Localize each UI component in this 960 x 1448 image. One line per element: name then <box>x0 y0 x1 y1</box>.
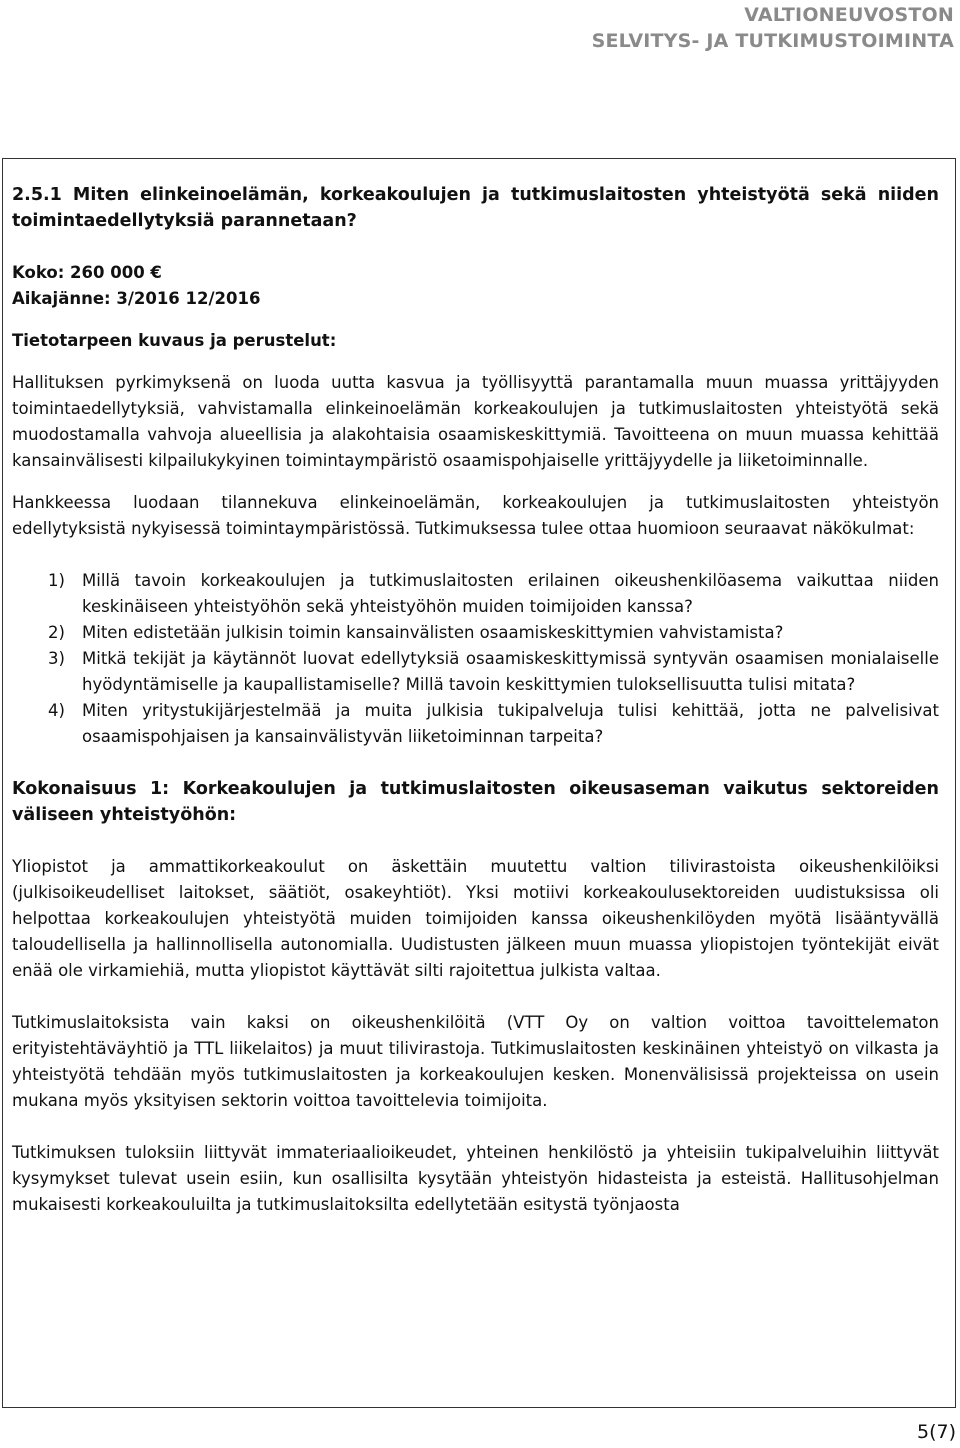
list-item-text: Millä tavoin korkeakoulujen ja tutkimuslaitosten erilainen oikeushenkilöasema vaikuttaa niiden keskinäiseen yhteistyöhön sekä yhteistyöhön muiden toimijoiden kanssa? <box>82 571 939 616</box>
list-item-number: 2) <box>48 623 65 642</box>
logo-line-1: VALTIONEUVOSTON <box>744 4 954 26</box>
questions-list <box>12 568 939 750</box>
list-item-text: Miten edistetään julkisin toimin kansainvälisten osaamiskeskittymien vahvistamista? <box>82 623 784 642</box>
paragraph-4: Tutkimuslaitoksista vain kaksi on oikeushenkilöitä (VTT Oy on valtion voittoa tavoittelematon erityistehtäväyhtiö ja TTL liikelaitos) ja muut tilivirastoja. Tutkimuslaitosten keskinäinen yhteistyö on vilkasta ja yhteistyötä tehdään myös tutkimuslaitosten ja korkeakoulujen kesken. Monenvälisissä projekteissa on usein mukana myös yksityisen sektorin voittoa tavoittelevia toimijoita. <box>12 1013 939 1110</box>
list-item <box>12 568 939 620</box>
paragraph-2: Hankkeessa luodaan tilannekuva elinkeinoelämän, korkeakoulujen ja tutkimuslaitosten yhteistyön edellytyksistä nykyisessä toimintaympäristössä. Tutkimuksessa tulee ottaa huomioon seuraavat näkökulmat: <box>12 493 939 538</box>
header-logo <box>592 2 954 54</box>
paragraph-1: Hallituksen pyrkimyksenä on luoda uutta kasvua ja työllisyyttä parantamalla muun muassa yrittäjyyden toimintaedellytyksiä, vahvistamalla elinkeinoelämän korkeakoulujen ja tutkimuslaitosten yhteistyötä sekä muodostamalla vahvoja alueellisia ja alakohtaisia osaamiskeskittymiä. Tavoitteena on muun muassa kehittää kansainvälisesti kilpailukykyinen toimintaympäristö osaamispohjaiselle yrittäjyydelle ja liiketoiminnalle. <box>12 373 939 470</box>
page-number: 5(7) <box>916 1421 956 1443</box>
needs-heading: Tietotarpeen kuvaus ja perustelut: <box>12 331 337 350</box>
project-period: Aikajänne: 3/2016 12/2016 <box>12 289 261 308</box>
list-item-number: 4) <box>48 701 65 720</box>
paragraph-3: Yliopistot ja ammattikorkeakoulut on äskettäin muutettu valtion tilivirastoista oikeushenkilöiksi (julkisoikeudelliset laitokset, säätiöt, osakeyhtiöt). Yksi motiivi korkeakoulusektoreiden uudistuksissa oli helpottaa korkeakoulujen yhteistyötä muiden toimijoiden kanssa oikeushenkilöyden myötä lisääntyvällä taloudellisella ja hallinnollisella autonomialla. Uudistusten jälkeen muun muassa yliopistojen työntekijät eivät enää ole virkamiehiä, mutta yliopistot käyttävät silti rajoitettua julkista valtaa. <box>12 857 939 980</box>
list-item-number: 1) <box>48 571 65 590</box>
list-item-number: 3) <box>48 649 65 668</box>
paragraph-5: Tutkimuksen tuloksiin liittyvät immateriaalioikeudet, yhteinen henkilöstö ja yhteisiin tukipalveluihin liittyvät kysymykset tulevat usein esiin, kun osallisilta kysytään yhteistyön hidasteista ja esteistä. Hallitusohjelman mukaisesti korkeakouluilta ja tutkimuslaitoksilta edellytetään esitystä työnjaosta <box>12 1143 939 1214</box>
logo-line-2: SELVITYS- JA TUTKIMUSTOIMINTA <box>591 30 954 52</box>
list-item-text: Mitkä tekijät ja käytännöt luovat edellytyksiä osaamiskeskittymissä syntyvän osaamisen monialaiselle hyödyntämiselle ja kaupallistamiselle? Millä tavoin keskittymien tuloksellisuutta tulisi mitata? <box>82 649 939 694</box>
list-item <box>12 698 939 750</box>
list-item <box>12 620 939 646</box>
section-heading: 2.5.1 Miten elinkeinoelämän, korkeakoulujen ja tutkimuslaitosten yhteistyötä sekä niiden toimintaedellytyksiä parannetaan? <box>12 185 939 231</box>
list-item-text: Miten yritystukijärjestelmää ja muita julkisia tukipalveluja tulisi kehittää, jotta ne palvelisivat osaamispohjaisen ja kansainvälistyvän liiketoiminnan tarpeita? <box>82 701 939 746</box>
kokonaisuus-heading: Kokonaisuus 1: Korkeakoulujen ja tutkimuslaitosten oikeusaseman vaikutus sektoreiden väliseen yhteistyöhön: <box>12 779 939 825</box>
document-body <box>12 182 939 1218</box>
list-item <box>12 646 939 698</box>
project-size: Koko: 260 000 € <box>12 263 162 282</box>
